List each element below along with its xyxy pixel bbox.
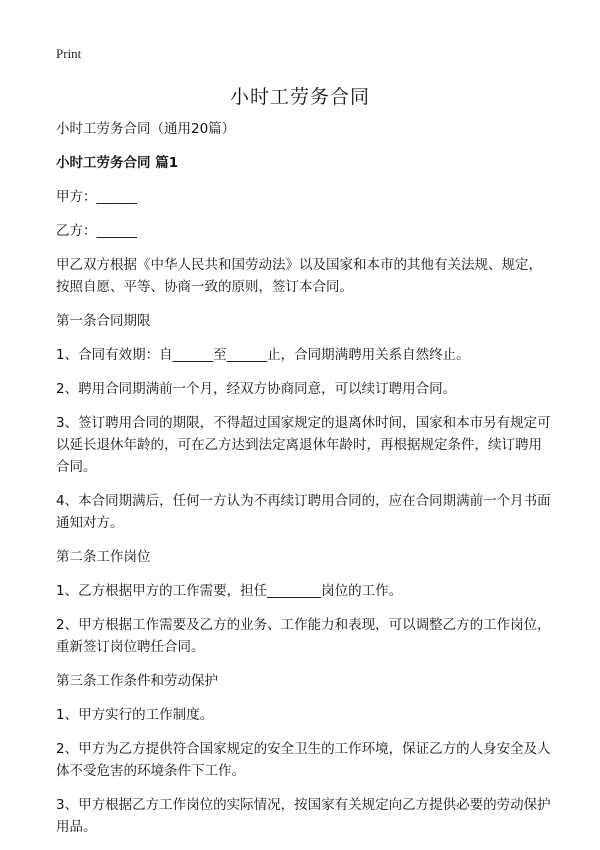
article2-title: 第二条工作岗位 [56, 549, 151, 565]
article1-clause-1: 1、合同有效期：自______至______止，合同期满聘用关系自然终止。 [56, 347, 470, 363]
print-label: Print [56, 46, 82, 61]
document-body [56, 118, 554, 850]
article3-clause-2: 2、甲方为乙方提供符合国家规定的安全卫生的工作环境，保证乙方的人身安全及人体不受危害的环境条件下工作。 [56, 741, 551, 779]
article1-clause-2: 2、聘用合同期满前一个月，经双方协商同意，可以续订聘用合同。 [56, 381, 457, 397]
article1-title: 第一条合同期限 [56, 313, 151, 329]
party-b-line: 乙方：______ [56, 223, 137, 239]
document-subtitle: 小时工劳务合同（通用20篇） [56, 121, 236, 137]
article1-clause-4: 4、本合同期满后，任何一方认为不再续订聘用合同的，应在合同期满前一个月书面通知对方。 [56, 493, 551, 531]
section-title: 小时工劳务合同 篇1 [56, 155, 179, 171]
article3-title: 第三条工作条件和劳动保护 [56, 673, 218, 689]
article2-clause-2: 2、甲方根据工作需要及乙方的业务、工作能力和表现，可以调整乙方的工作岗位，重新签订岗位聘任合同。 [56, 617, 551, 655]
article1-clause-3: 3、签订聘用合同的期限，不得超过国家规定的退离休时间，国家和本市另有规定可以延长退休年龄的，可在乙方达到法定离退休年龄时，再根据规定条件，续订聘用合同。 [56, 415, 551, 475]
intro-paragraph: 甲乙双方根据《中华人民共和国劳动法》以及国家和本市的其他有关法规、规定，按照自愿、平等、协商一致的原则，签订本合同。 [56, 257, 542, 295]
article3-clause-3: 3、甲方根据乙方工作岗位的实际情况，按国家有关规定向乙方提供必要的劳动保护用品。 [56, 797, 551, 835]
party-a-line: 甲方：______ [56, 189, 137, 205]
article3-clause-1: 1、甲方实行的工作制度。 [56, 707, 214, 723]
article2-clause-1: 1、乙方根据甲方的工作需要，担任________岗位的工作。 [56, 583, 403, 599]
document-title: 小时工劳务合同 [229, 86, 370, 108]
